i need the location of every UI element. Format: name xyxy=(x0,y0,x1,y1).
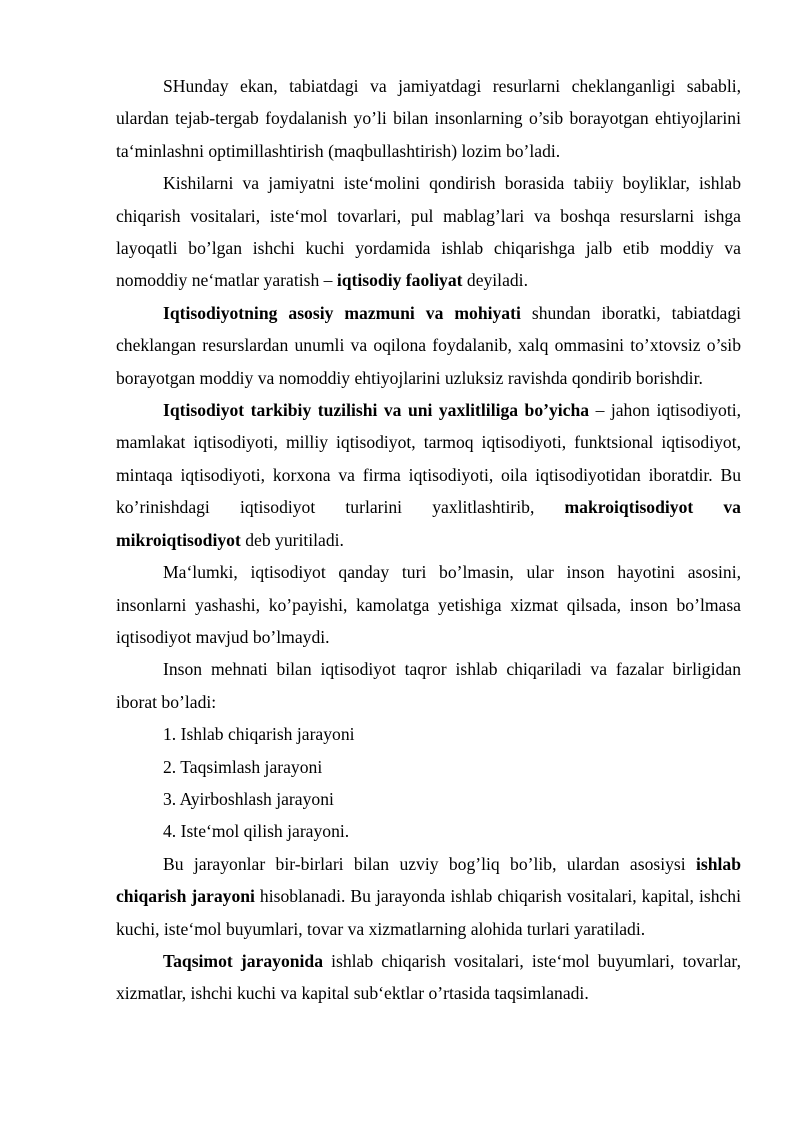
list-item: 4. Iste‘mol qilish jarayoni. xyxy=(163,821,350,842)
paragraph-3-text: shundan iboratki, tabiatdagi cheklangan resurslardan unumli va oqilona foydalanib, xalq ommasini to’xtovsiz o’sib borayotgan moddiy va nomoddiy ehtiyojlarini uzluksiz ravishda qondirib borishdir. xyxy=(116,302,742,388)
paragraph-2-tail: deyiladi. xyxy=(466,270,528,291)
paragraph-2 xyxy=(116,167,741,297)
term-iqtisodiy-faoliyat: iqtisodiy faoliyat xyxy=(336,270,463,291)
paragraph-4-text: – jahon iqtisodiyoti, mamlakat iqtisodiyoti, milliy iqtisodiyot, tarmoq iqtisodiyoti, funktsional iqtisodiyot, mintaqa iqtisodiyoti, korxona va firma iqtisodiyoti, oila iqtisodiyotidan iboratdir. Bu ko’rinishdagi iqtisodiyot turlarini yaxlitlashtirib, xyxy=(116,400,741,518)
term-taqsimot: Taqsimot jarayonida xyxy=(163,950,323,971)
list-item: 1. Ishlab chiqarish jarayoni xyxy=(163,724,355,745)
paragraph-5-text: Ma‘lumki, iqtisodiyot qanday turi bo’lmasin, ular inson hayotini asosini, insonlarni yashashi, ko’payishi, kamolatga yetishiga xizmat qilsada, inson bo’lmasa iqtisodiyot mavjud bo’lmaydi. xyxy=(116,562,741,647)
paragraph-2-text: Kishilarni va jamiyatni iste‘molini qondirish borasida tabiiy boyliklar, ishlab chiqarish vositalari, iste‘mol tovarlari, pul mablag’lari va boshqa resurslarni ishga layoqatli bo’lgan ishchi kuchi yordamida ishlab chiqarishga jalb etib moddiy va nomoddiy ne‘matlar yaratish – xyxy=(116,173,741,291)
paragraph-4 xyxy=(116,394,741,556)
term-makro-mikro: makroiqtisodiyot va mikroiqtisodiyot xyxy=(116,497,741,550)
paragraph-4-tail: deb yuritiladi. xyxy=(245,529,344,550)
paragraph-1 xyxy=(116,70,741,167)
paragraph-7 xyxy=(116,848,741,945)
paragraph-5 xyxy=(116,556,741,653)
paragraph-8 xyxy=(116,945,741,1010)
term-iqtisodiyot-tarkibiy: Iqtisodiyot tarkibiy tuzilishi va uni yaxlitliligа bo’yicha xyxy=(163,400,590,421)
term-iqtisodiyot-mazmuni: Iqtisodiyotning asosiy mazmuni va mohiyati xyxy=(163,302,521,323)
paragraph-8-text: ishlab chiqarish vositalari, iste‘mol buyumlari, tovarlar, xizmatlar, ishchi kuchi va kapital sub‘ektlar o’rtasida taqsimlanadi. xyxy=(116,950,741,1004)
paragraph-7-text: Bu jarayonlar bir-birlari bilan uzviy bog’liq bo’lib, ulardan asosiysi xyxy=(163,853,686,874)
paragraph-6 xyxy=(116,653,741,718)
term-ishlab-chiqarish: ishlab chiqarish jarayoni xyxy=(116,853,741,907)
paragraph-7-tail: hisoblanadi. Bu jarayonda ishlab chiqarish vositalari, kapital, ishchi kuchi, iste‘mol buyumlari, tovar va xizmatlarning alohida turlari yaratiladi. xyxy=(116,886,741,939)
list-item: 2. Taqsimlash jarayoni xyxy=(163,756,323,777)
paragraph-1-text: SHunday ekan, tabiatdagi va jamiyatdagi resurlarni cheklanganligi sababli, ulardan tejab-tergab foydalanish yo’li bilan insonlarning o’sib borayotgan ehtiyojlarini ta‘minlashni optimillashtirish (maqbullashtirish) lozim bo’ladi. xyxy=(116,76,741,161)
document-body xyxy=(116,70,741,1010)
paragraph-3 xyxy=(116,297,741,394)
list-item: 3. Ayirboshlash jarayoni xyxy=(163,788,334,809)
paragraph-6-text: Inson mehnati bilan iqtisodiyot taqror ishlab chiqariladi va fazalar birligidan iborat bo’ladi: xyxy=(116,659,741,712)
